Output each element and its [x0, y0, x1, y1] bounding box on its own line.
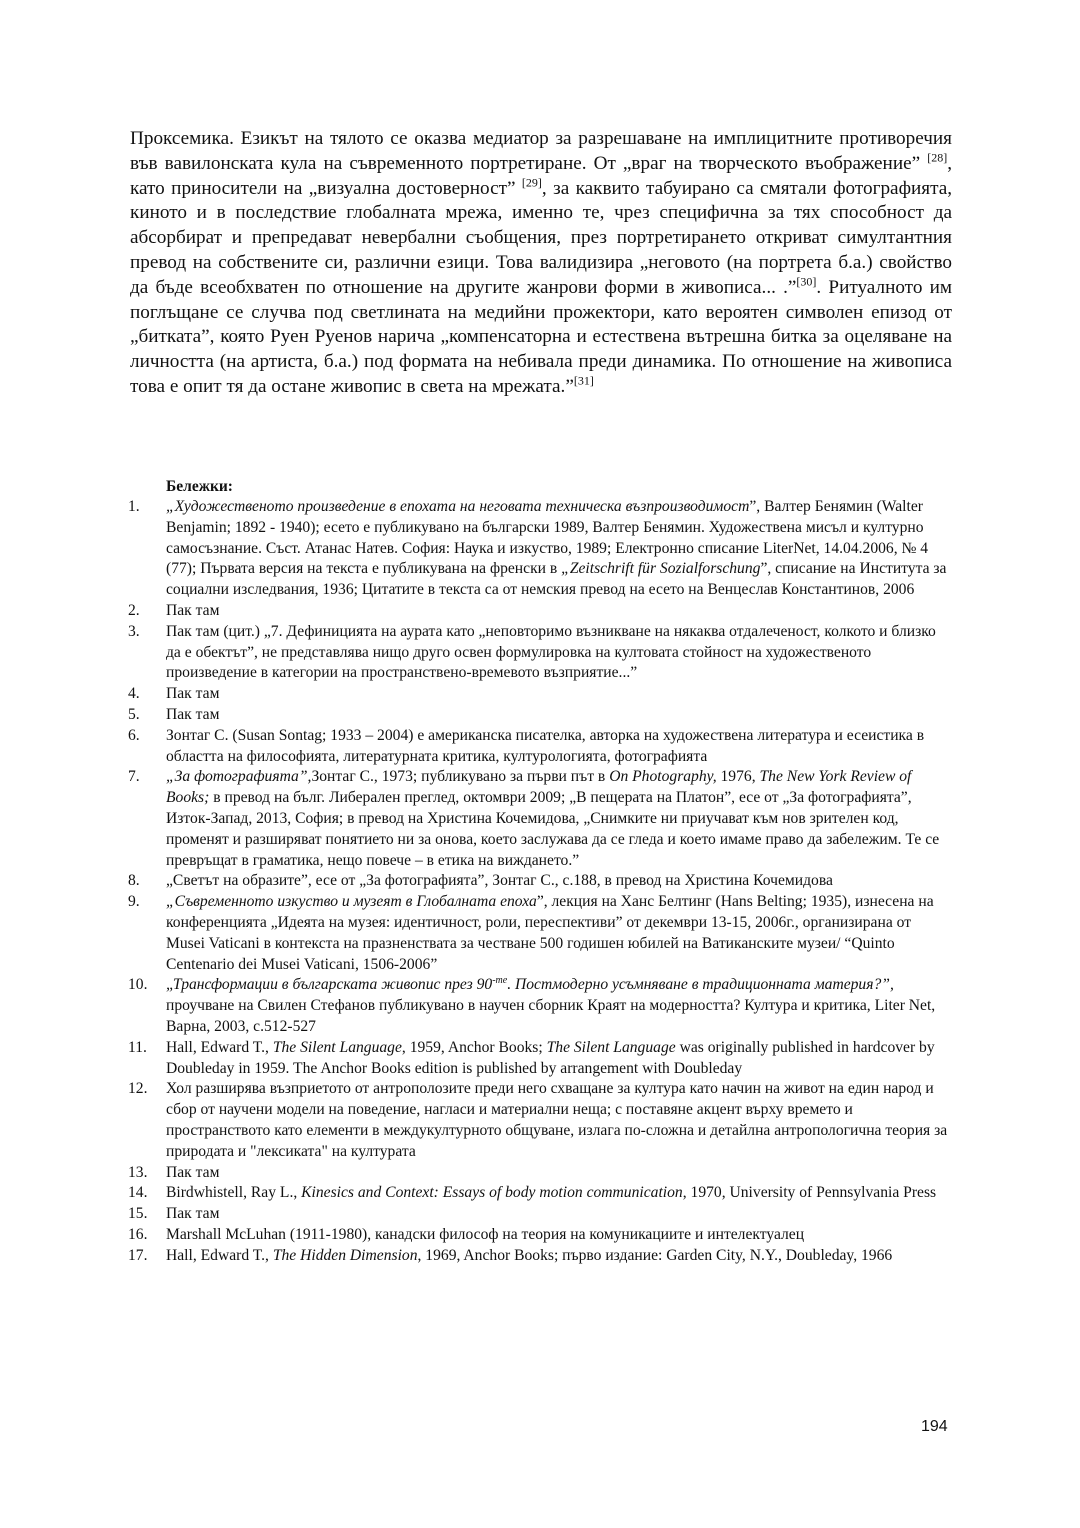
note-number: 17.: [128, 1246, 148, 1264]
note-text: Пак там: [166, 601, 220, 619]
note-item: [128, 767, 948, 871]
body-text-4: . Ритуалното им поглъщане се случва под светлината на медийни прожектори, като вероятен символен епизод от „битката”, която Руен Руенов нарича „компенсаторна и естествена вътрешна битка за оцеляване на личността (на артиста, б.а.) под формата на небивала преди динамика. По отношение на живописа това е опит тя да остане живопис в света на мрежата.”: [130, 276, 952, 397]
note-number: 12.: [128, 1080, 148, 1098]
footnote-ref-31[interactable]: [31]: [573, 373, 594, 388]
note-number: 16.: [128, 1225, 148, 1243]
note-text: „Трансформации в българската живопис през $90^{-те}$. Постмодерно усъмняване в традиционната материя?”, проучване на Свилен Стефанов публикувано в научен сборник Краят на модерността? Култура и критика, Liter Net, Варна, 2003, с.512-527: [166, 975, 936, 1035]
body-paragraph: [130, 127, 952, 400]
note-item: [128, 892, 948, 975]
note-item: [128, 1225, 948, 1246]
note-item: [128, 601, 948, 622]
note-text: Пак там: [166, 1163, 220, 1181]
note-number: 10.: [128, 976, 148, 994]
note-number: 4.: [128, 685, 140, 703]
note-text: Birdwhistell, Ray L., Kinesics and Context: Essays of body motion communication, 1970, University of Pennsylvania Press: [166, 1184, 937, 1202]
note-number: 1.: [128, 498, 140, 515]
note-text: „Художественото произведение в епохата на неговата техническа възпроизводимост”, Валтер Бенямин (Walter Benjamin; 1892 - 1940); есето е публикувано на български 1989, Валтер Бенямин. Художествена мисъл и културно самосъзнание. Съст. Атанас Натев. София: Наука и изкуство, 1989; Електронно списание LiterNet, 14.04.2006, № 4 (77); Първата версия на текста е публикувана на френски в „Zeitschrift für Sozialforschung”, списание на Института за социални изследвания, 1936; Цитатите в текста са от немския превод на есето на Венцеслав Константинов, 2006: [166, 498, 947, 599]
note-item: [128, 1183, 948, 1204]
note-item: [128, 1079, 948, 1162]
note-item: [128, 1204, 948, 1225]
note-text: Пак там: [166, 1205, 220, 1223]
note-number: 7.: [128, 768, 140, 786]
note-number: 5.: [128, 705, 140, 723]
note-text: „Светът на образите”, есе от „За фотографията”, Зонтаг С., с.188, в превод на Христина Кочемидова: [166, 872, 833, 890]
note-item: [128, 1246, 948, 1267]
note-text: „За фотографията”,Зонтаг С., 1973; публикувано за първи път в On Photography, 1976, The New York Review of Books; в превод на бълг. Либерален преглед, октомври 2009; „В пещерата на Платон”, есе от „За фотографията”, Изток-Запад, 2013, София; в превод на Христина Кочемидова, „Снимките ни приучават към нов зрителен код, променят и разширяват понятието ни за онова, което заслужава да се гледа и което имаме право да забележим. Те се превръщат в граматика, нещо повече – в етика на виждането.”: [166, 768, 940, 869]
note-number: 13.: [128, 1163, 148, 1181]
notes-list: [128, 497, 948, 1266]
note-number: 2.: [128, 601, 140, 619]
footnote-ref-28[interactable]: [28]: [927, 150, 948, 165]
note-text: „Съвременното изкуство и музеят в Глобалната епоха”, лекция на Ханс Белтинг (Hans Belting; 1935), изнесена на конференцията „Идеята на музея: идентичност, роли, переспективи” от декември 13-15, 2006г., организирана от Musei Vaticani в контекста на празненствата за честване 500 годишен юбилей на Ватиканските музеи/ “Quinto Centenario dei Musei Vaticani, 1506-2006”: [166, 893, 934, 973]
note-text: Хол разширява възприетото от антрополозите преди него схващане за култура като начин на живот на един народ и сбор от научени модели на поведение, нагласи и материални неща; с поставяне акцент върху времето и пространството като елементи в междукултурното общуване, излага по-сложна и детайлна антропологична теория за природата и "лексиката" на културата: [166, 1080, 948, 1160]
body-text-1: Проксемика. Езикът на тялото се оказва медиатор за разрешаване на имплицитните противоречия във вавилонската кула на съвременното портретиране. От „враг на творческото въображение”: [130, 128, 952, 174]
page-number: 194: [921, 1418, 948, 1435]
notes-heading: Бележки:: [166, 478, 233, 495]
note-text: Hall, Edward T., The Hidden Dimension, 1969, Anchor Books; първо издание: Garden City, N.Y., Doubleday, 1966: [166, 1246, 893, 1264]
note-number: 14.: [128, 1184, 148, 1202]
body-text-2: , като приносители на „визуална достоверност”: [130, 152, 953, 199]
note-text: Пак там (цит.) „7. Дефиницията на аурата като „неповторимо възникване на някаква отдалеченост, колкото и близко да е обектът”, не представлява нищо друго освен формулировка на култовата стойност на художественото произведение в категории на пространствено-времевото възприятие...”: [166, 622, 936, 682]
note-item: [128, 1163, 948, 1184]
note-item: [128, 705, 948, 726]
note-number: 15.: [128, 1205, 148, 1223]
note-number: 8.: [128, 872, 140, 890]
note-number: 9.: [128, 893, 140, 911]
note-item: [128, 497, 948, 601]
note-item: [128, 684, 948, 705]
note-text: Пак там: [166, 685, 220, 703]
note-number: 6.: [128, 726, 140, 744]
footnote-ref-30[interactable]: [30]: [796, 274, 817, 289]
note-text: Пак там: [166, 705, 220, 723]
note-item: [128, 871, 948, 892]
note-item: [128, 726, 948, 768]
note-item: [128, 975, 948, 1037]
body-text-3: , за каквито табуирано са смятали фотографията, киното и в последствие глобалната мрежа, именно те, чрез специфична за тях способност да абсорбират и препредават невербални съобщения, през портретирането откриват симултантния превод на собствените си, различни езици. Това валидизира „неговото (на портрета б.а.) свойство да бъде всеобхватен по отношение на другите жанрови форми в живописа... .”: [130, 177, 953, 298]
note-text: Marshall McLuhan (1911-1980), канадски философ на теория на комуникациите и интелектуалец: [166, 1225, 805, 1243]
note-number: 11.: [128, 1038, 147, 1056]
note-item: [128, 1038, 948, 1080]
note-item: [128, 622, 948, 684]
note-text: Зонтаг С. (Susan Sontag; 1933 – 2004) е американска писателка, авторка на художествена литература и есеистика в областта на философията, литературната критика, културологията, фотографията: [166, 726, 925, 765]
note-text: Hall, Edward T., The Silent Language, 1959, Anchor Books; The Silent Language was originally published in hardcover by Doubleday in 1959. The Anchor Books edition is published by arrangement with Doubleday: [166, 1038, 935, 1077]
footnote-ref-29[interactable]: [29]: [521, 175, 542, 190]
note-number: 3.: [128, 622, 140, 640]
